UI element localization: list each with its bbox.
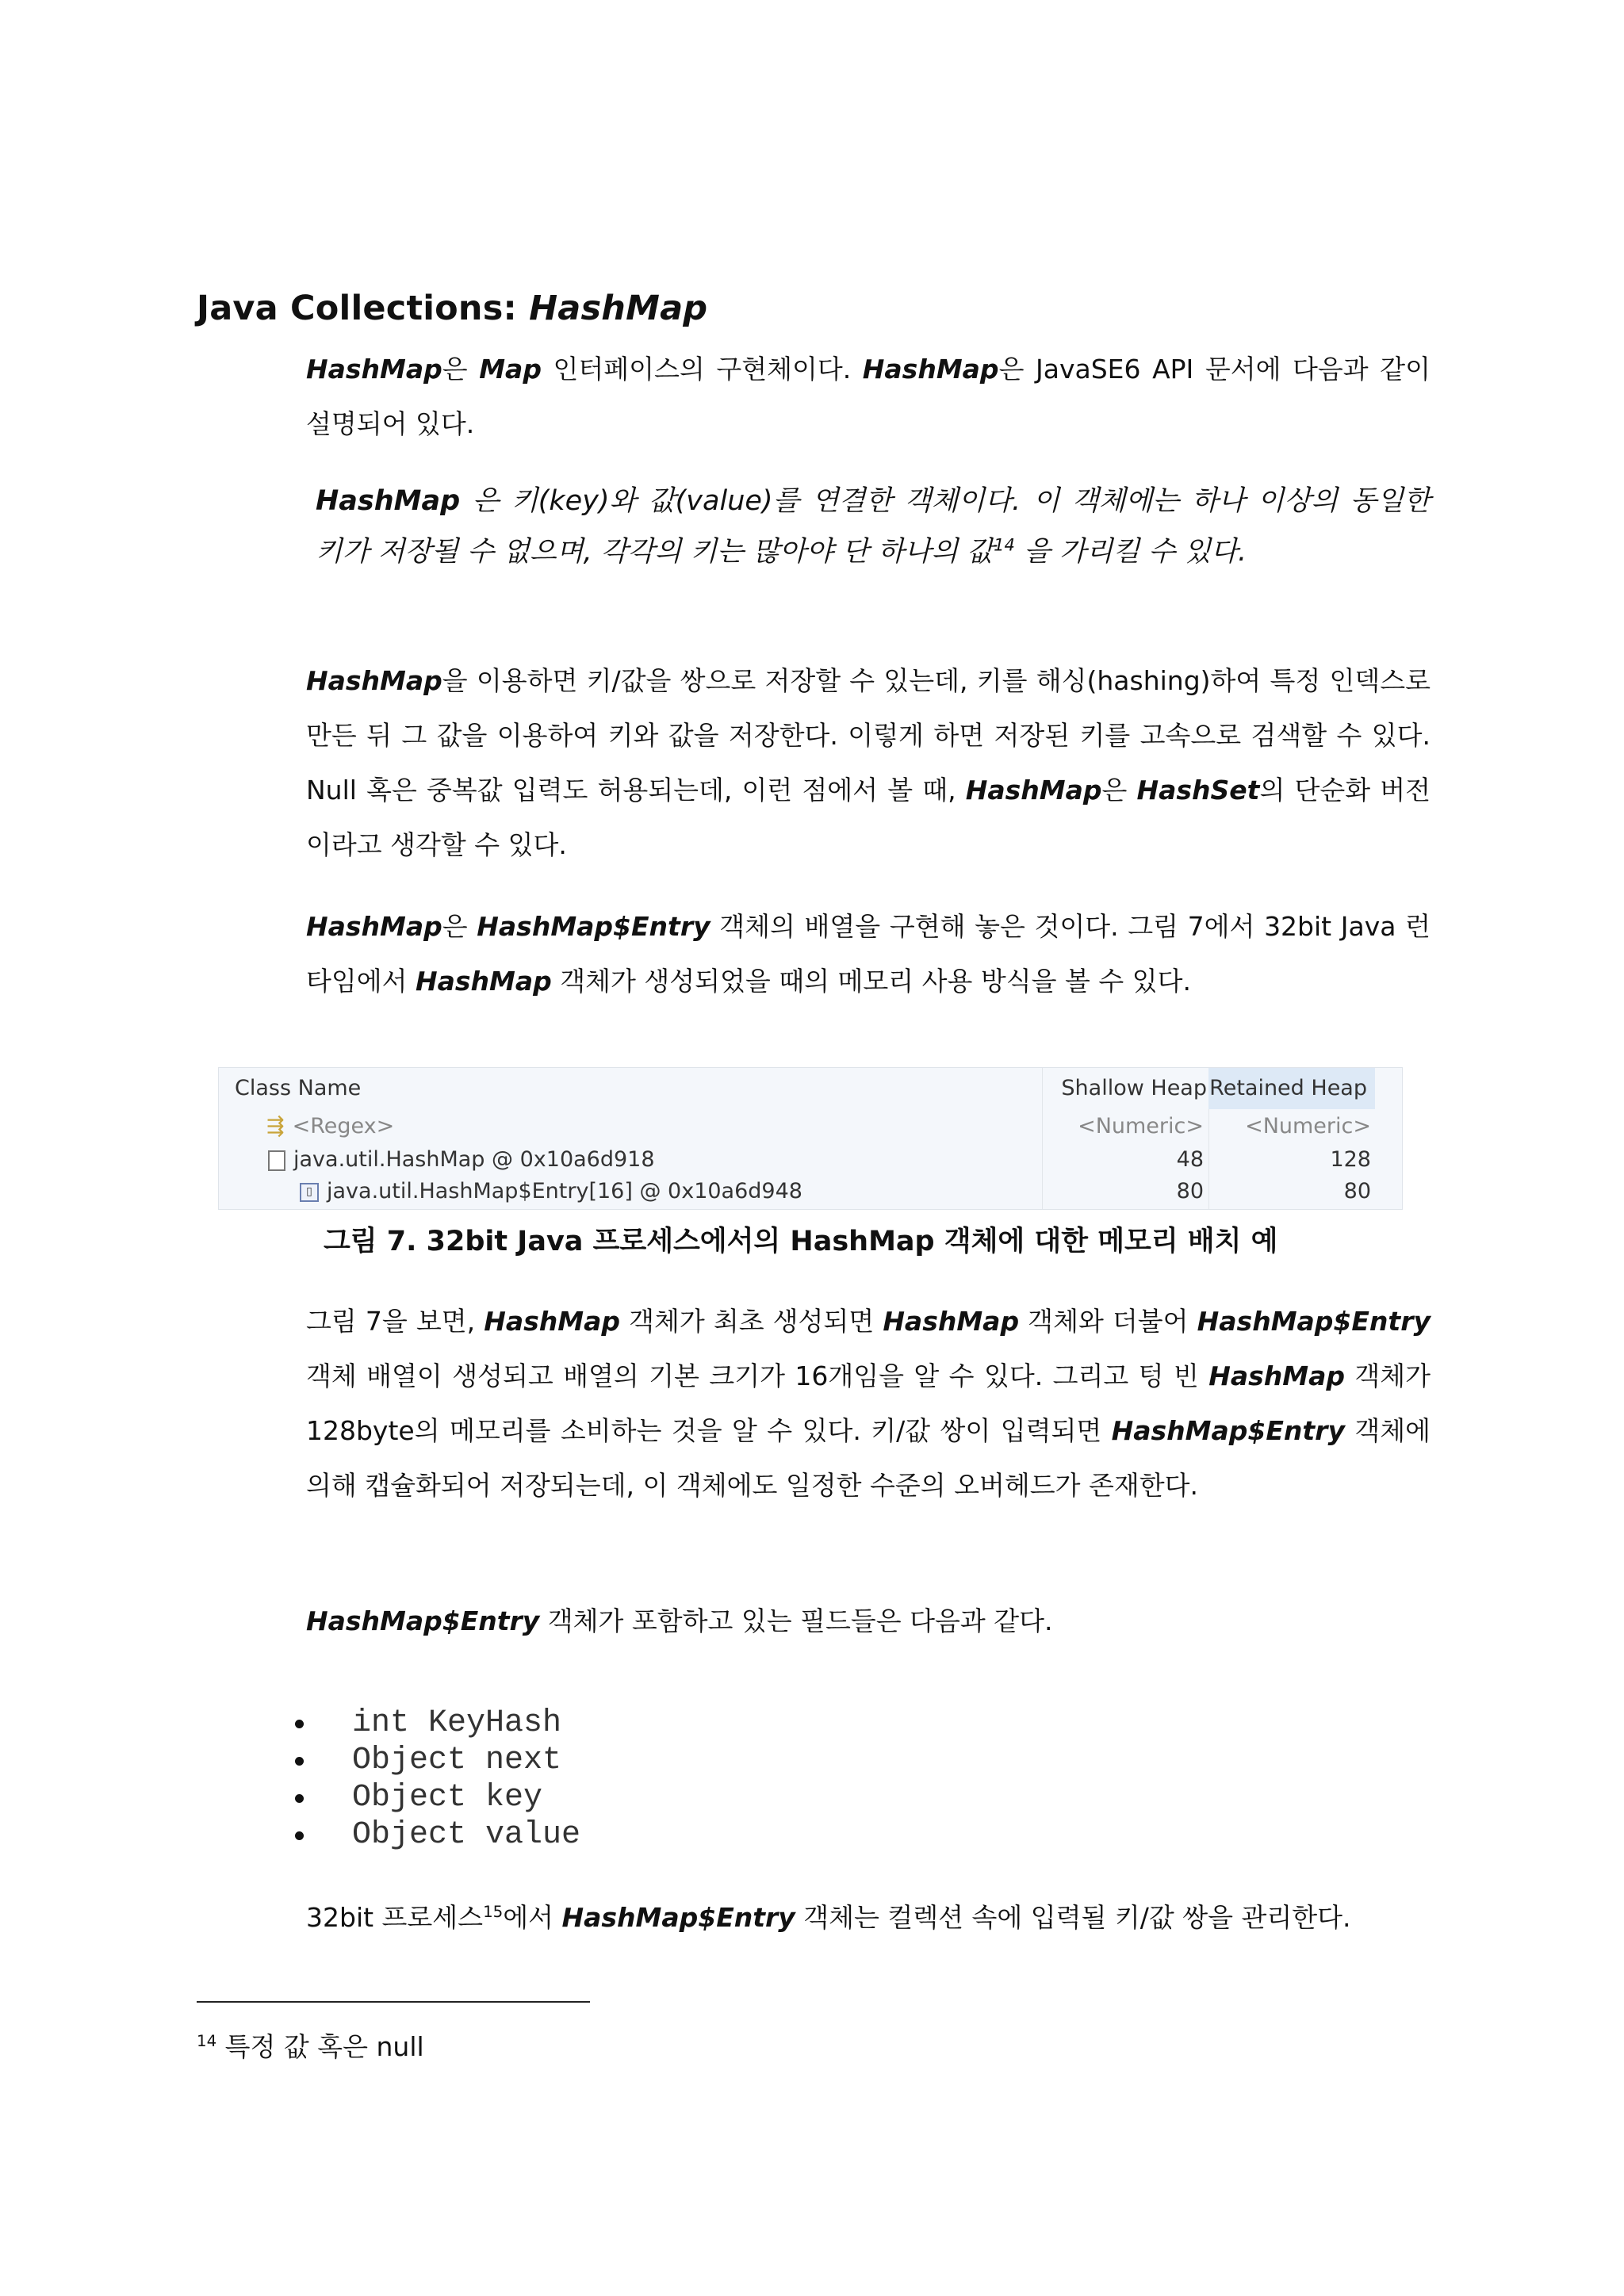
bullet-icon	[295, 1831, 304, 1840]
shallow-heap-value: 48	[1176, 1147, 1204, 1172]
regex-filter-row	[219, 1111, 1402, 1142]
bullet-icon	[295, 1757, 304, 1766]
column-header-shallow-heap: Shallow Heap	[1061, 1076, 1207, 1100]
paragraph-figure-explanation: 그림 7을 보면, HashMap 객체가 최초 생성되면 HashMap 객체와 더불어 HashMap$Entry 객체 배열이 생성되고 배열의 기본 크기가 16개임을 알 수 있다. 그리고 텅 빈 HashMap 객체가 128byte의 메모리를 소비하는 것을 알 수 있다. 키/값 쌍이 입력되면 HashMap$Entry 객체에 의해 캡슐화되어 저장되는데, 이 객체에도 일정한 수준의 오버헤드가 존재한다.	[306, 1306, 1431, 1501]
column-header-retained-heap: Retained Heap	[1208, 1068, 1375, 1109]
list-item: Object next	[295, 1742, 580, 1779]
list-item: Object value	[295, 1816, 580, 1854]
filter-icon: ⇶	[266, 1114, 285, 1138]
table-row	[219, 1144, 1402, 1176]
numeric-filter-shallow: <Numeric>	[1078, 1114, 1204, 1138]
field-list	[295, 1705, 580, 1854]
bullet-icon	[295, 1720, 304, 1728]
list-item: Object key	[295, 1779, 580, 1816]
paragraph-fields-intro: HashMap$Entry 객체가 포함하고 있는 필드들은 다음과 같다.	[306, 1605, 1053, 1636]
array-icon: ▯	[300, 1183, 319, 1202]
footnote: $^{14}$ 특정 값 혹은 null	[197, 2031, 424, 2062]
bullet-icon	[295, 1794, 304, 1803]
api-quote: HashMap 은 키(key)와 값(value)를 연결한 객체이다. 이 객체에는 하나 이상의 동일한 키가 저장될 수 없으며, 각각의 키는 많아야 단 하나의 값$^{14}$ 을 가리킬 수 있다.	[316, 485, 1431, 568]
paragraph-32bit: 32bit 프로세스$^{15}$에서 HashMap$Entry 객체는 컬렉션 속에 입력될 키/값 쌍을 관리한다.	[306, 1902, 1351, 1933]
paragraph-hashing: HashMap을 이용하면 키/값을 쌍으로 저장할 수 있는데, 키를 해싱(hashing)하여 특정 인덱스로 만든 뒤 그 값을 이용하여 키와 값을 저장한다. 이렇게 하면 저장된 키를 고속으로 검색할 수 있다. Null 혹은 중복값 입력도 허용되는데, 이런 점에서 볼 때, HashMap은 HashSet의 단순화 버전이라고 생각할 수 있다.	[306, 665, 1431, 860]
heap-table-figure	[218, 1067, 1403, 1210]
paragraph-entry-array: HashMap은 HashMap$Entry 객체의 배열을 구현해 놓은 것이다. 그림 7에서 32bit Java 런타임에서 HashMap 객체가 생성되었을 때의 메모리 사용 방식을 볼 수 있다.	[306, 911, 1431, 997]
class-name: java.util.HashMap @ 0x10a6d918	[293, 1147, 655, 1172]
footnote-divider	[197, 2001, 590, 2003]
retained-heap-value: 128	[1330, 1147, 1371, 1172]
section-heading: Java Collections: HashMap	[197, 289, 708, 328]
paragraph-intro: HashMap은 Map 인터페이스의 구현체이다. HashMap은 JavaSE6 API 문서에 다음과 같이 설명되어 있다.	[306, 354, 1431, 439]
class-name: java.util.HashMap$Entry[16] @ 0x10a6d948	[327, 1179, 802, 1203]
table-header	[219, 1068, 1402, 1109]
column-header-class-name: Class Name	[235, 1076, 362, 1100]
numeric-filter-retained: <Numeric>	[1245, 1114, 1371, 1138]
object-icon	[268, 1150, 285, 1171]
shallow-heap-value: 80	[1176, 1179, 1204, 1203]
retained-heap-value: 80	[1343, 1179, 1371, 1203]
table-row	[219, 1176, 1402, 1207]
figure-caption: 그림 7. 32bit Java 프로세스에서의 HashMap 객체에 대한 메모리 배치 예	[324, 1226, 1278, 1257]
list-item: int KeyHash	[295, 1705, 580, 1742]
regex-filter: ⇶ <Regex>	[266, 1114, 395, 1138]
